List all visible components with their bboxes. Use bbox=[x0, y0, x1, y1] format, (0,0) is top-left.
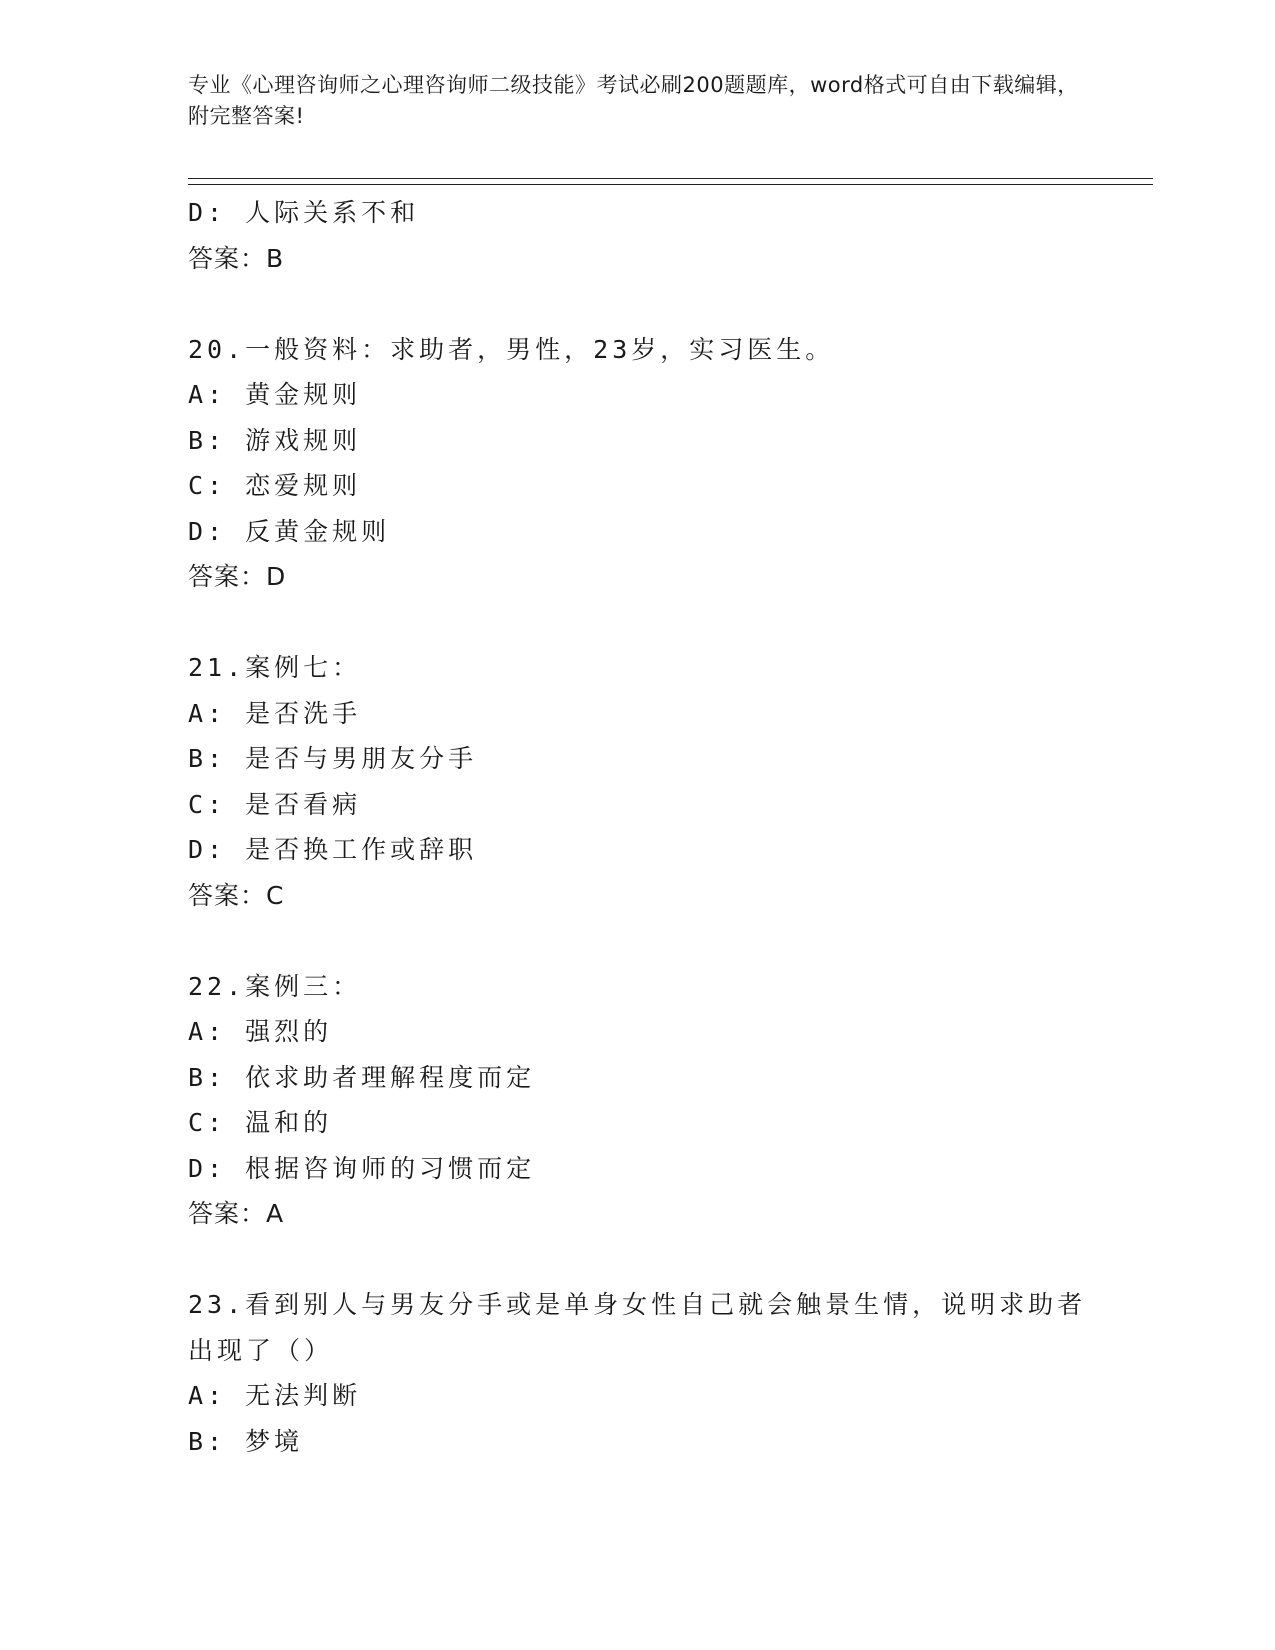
question-block-20 bbox=[188, 327, 1088, 600]
answer-line: 答案：A bbox=[188, 1199, 285, 1228]
option-b: B: 依求助者理解程度而定 bbox=[188, 1062, 536, 1092]
header-divider-top bbox=[188, 178, 1153, 179]
option-b: B: 梦境 bbox=[188, 1426, 304, 1456]
option-a: A: 是否洗手 bbox=[188, 698, 362, 728]
option-c: C: 温和的 bbox=[188, 1108, 333, 1137]
answer-line: 答案：C bbox=[188, 880, 285, 910]
question-text: 21.案例七： bbox=[188, 653, 362, 682]
option-c: C: 是否看病 bbox=[188, 789, 362, 819]
answer-line: 答案：B bbox=[188, 243, 285, 273]
option-d: D: 根据咨询师的习惯而定 bbox=[188, 1153, 536, 1183]
option-b: B: 是否与男朋友分手 bbox=[188, 744, 478, 773]
block-spacer bbox=[188, 600, 1088, 646]
block-spacer bbox=[188, 918, 1088, 964]
option-c: C: 恋爱规则 bbox=[188, 471, 362, 500]
option-a: A: 无法判断 bbox=[188, 1381, 362, 1410]
block-spacer bbox=[188, 1237, 1088, 1283]
question-text-line-2: 出现了（） bbox=[188, 1335, 334, 1365]
option-a: A: 黄金规则 bbox=[188, 380, 362, 409]
document-header-note: 专业《心理咨询师之心理咨询师二级技能》考试必刷200题题库，word格式可自由下载编辑，附完整答案! bbox=[188, 73, 1079, 128]
question-block-23 bbox=[188, 1282, 1088, 1464]
option-d: D: 人际关系不和 bbox=[188, 198, 420, 227]
answer-line: 答案：D bbox=[188, 562, 287, 591]
question-text: 22.案例三： bbox=[188, 971, 362, 1001]
question-block-21 bbox=[188, 645, 1088, 918]
question-block-19 bbox=[188, 190, 1088, 281]
option-b: B: 游戏规则 bbox=[188, 425, 362, 455]
question-text: 20.一般资料：求助者，男性，23岁，实习医生。 bbox=[188, 334, 835, 364]
block-spacer bbox=[188, 281, 1088, 327]
option-a: A: 强烈的 bbox=[188, 1017, 333, 1046]
question-text-line-1: 23.看到别人与男友分手或是单身女性自己就会触景生情，说明求助者 bbox=[188, 1290, 1087, 1319]
question-block-22 bbox=[188, 964, 1088, 1237]
question-list bbox=[188, 190, 1088, 1464]
option-d: D: 是否换工作或辞职 bbox=[188, 835, 478, 864]
option-d: D: 反黄金规则 bbox=[188, 516, 391, 546]
header-divider-bottom bbox=[188, 184, 1153, 185]
